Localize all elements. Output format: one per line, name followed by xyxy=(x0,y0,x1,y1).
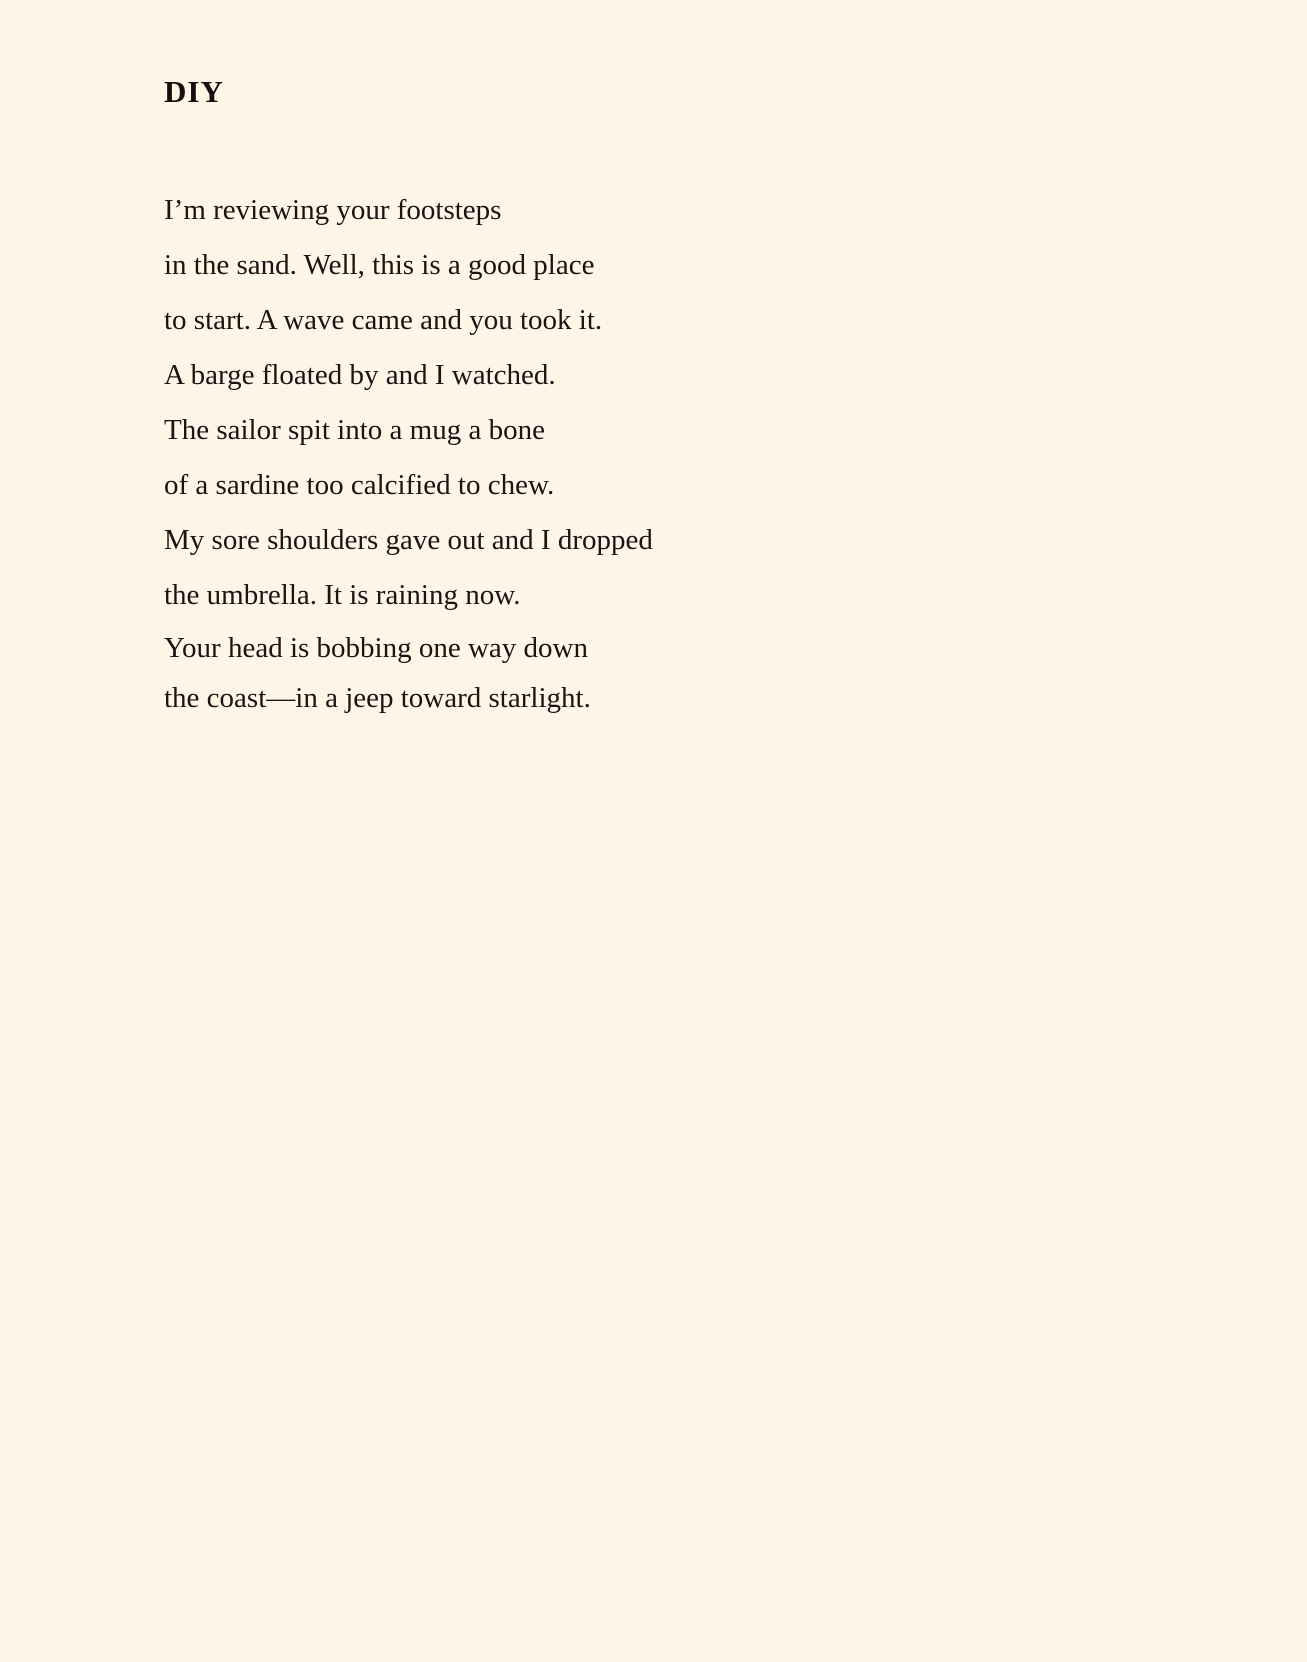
poem-line: in the sand. Well, this is a good place xyxy=(164,249,595,281)
poem-body xyxy=(164,183,653,723)
poem-line: I’m reviewing your footsteps xyxy=(164,194,502,226)
poem-line: of a sardine too calcified to chew. xyxy=(164,469,555,501)
poem-page xyxy=(164,0,1164,1662)
poem-line: The sailor spit into a mug a bone xyxy=(164,414,545,446)
poem-title: DIY xyxy=(164,74,224,109)
poem-line: the coast—in a jeep toward starlight. xyxy=(164,682,591,714)
poem-line: Your head is bobbing one way down xyxy=(164,632,588,664)
poem-line: My sore shoulders gave out and I dropped xyxy=(164,524,653,556)
poem-line: the umbrella. It is raining now. xyxy=(164,579,521,611)
poem-line: to start. A wave came and you took it. xyxy=(164,304,603,336)
poem-line: A barge floated by and I watched. xyxy=(164,359,556,391)
